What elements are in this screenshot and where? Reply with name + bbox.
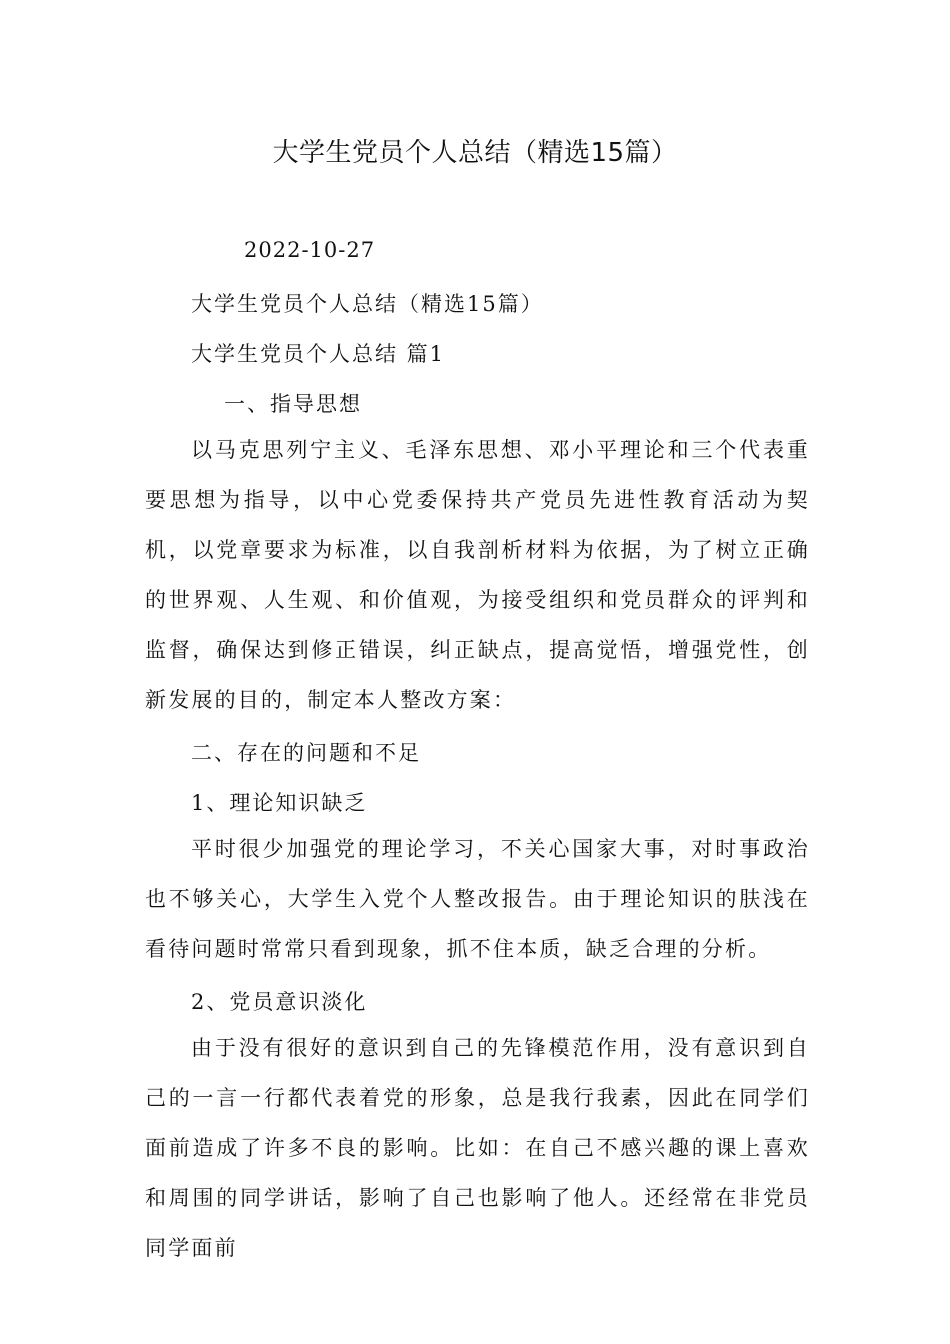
article-heading: 大学生党员个人总结 篇1 xyxy=(191,342,446,366)
item1-heading: 1、理论知识缺乏 xyxy=(191,791,368,815)
paragraph-party-awareness: 由于没有很好的意识到自己的先锋模范作用，没有意识到自己的一言一行都代表着党的形象，总是我行我素，因此在同学们面前造成了许多不良的影响。比如：在自己不感兴趣的课上喜欢和周围的同学讲话，影响了自己也影响了他人。还经常在非党员同学面前 xyxy=(145,1036,810,1260)
document-date: 2022-10-27 xyxy=(244,238,376,262)
document-title: 大学生党员个人总结（精选15篇） xyxy=(272,138,678,168)
section1-heading: 一、指导思想 xyxy=(224,392,362,416)
section2-heading: 二、存在的问题和不足 xyxy=(191,741,421,765)
document-subtitle: 大学生党员个人总结（精选15篇） xyxy=(191,292,544,316)
paragraph-theory-knowledge: 平时很少加强党的理论学习，不关心国家大事，对时事政治也不够关心，大学生入党个人整改报告。由于理论知识的肤浅在看待问题时常常只看到现象，抓不住本质，缺乏合理的分析。 xyxy=(145,837,810,961)
paragraph-guiding-ideology: 以马克思列宁主义、毛泽东思想、邓小平理论和三个代表重要思想为指导，以中心党委保持共产党员先进性教育活动为契机，以党章要求为标准，以自我剖析材料为依据，为了树立正确的世界观、人生观、和价值观，为接受组织和党员群众的评判和监督，确保达到修正错误，纠正缺点，提高觉悟，增强党性，创新发展的目的，制定本人整改方案： xyxy=(145,438,810,712)
item2-heading: 2、党员意识淡化 xyxy=(191,990,368,1014)
